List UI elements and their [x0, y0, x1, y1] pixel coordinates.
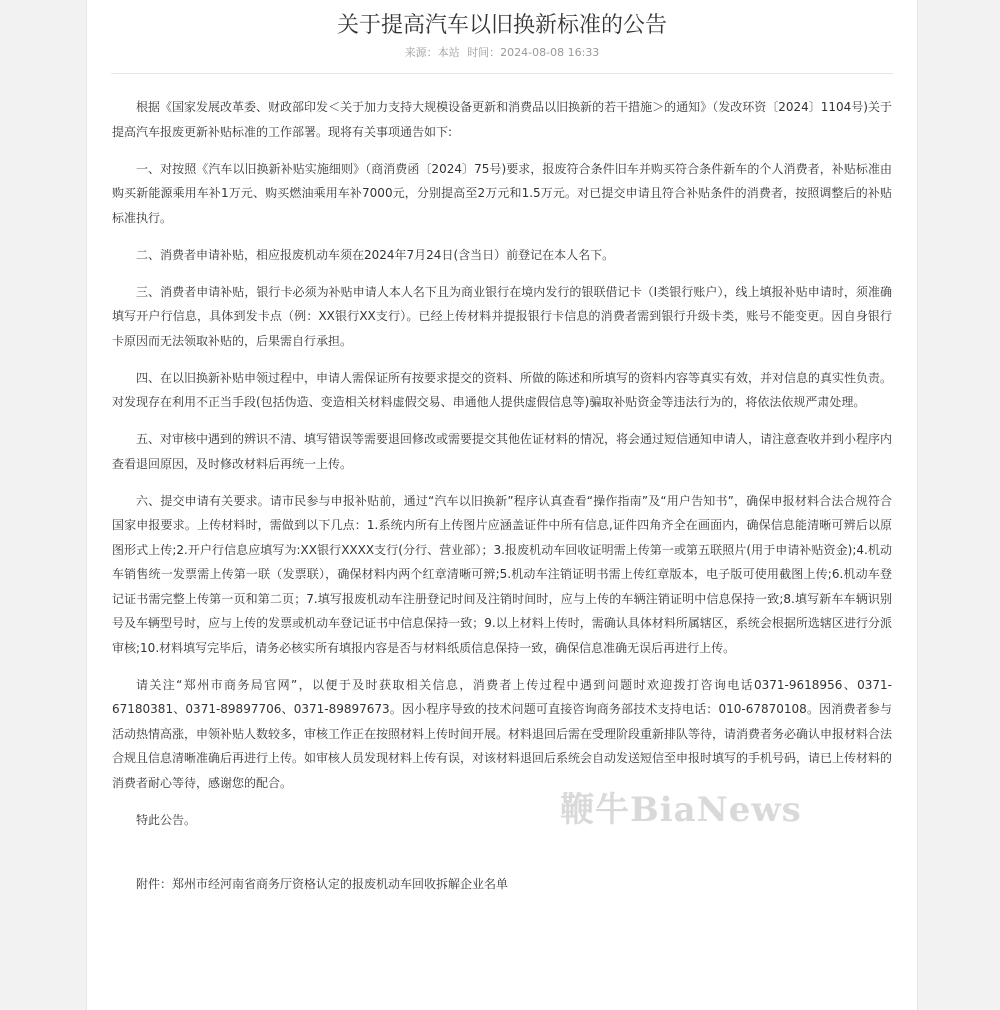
title-divider	[111, 73, 893, 74]
attachment-line: 附件：郑州市经河南省商务厅资格认定的报废机动车回收拆解企业名单	[136, 877, 509, 891]
paragraph-item-5: 五、对审核中遇到的辨识不清、填写错误等需要退回修改或需要提交其他佐证材料的情况，将会通过短信通知申请人，请注意查收并到小程序内查看退回原因，及时修改材料后再统一上传。	[112, 432, 893, 471]
paragraph-item-1: 一、对按照《汽车以旧换新补贴实施细则》（商消费函〔2024〕75号)要求，报废符合条件旧车并购买符合条件新车的个人消费者，补贴标准由购买新能源乘用车补1万元、购买燃油乘用车补7000元，分别提高至2万元和1.5万元。对已提交申请且符合补贴条件的消费者，按照调整后的补贴标准执行。	[112, 161, 892, 225]
paragraph-closing: 特此公告。	[136, 812, 197, 827]
article-body	[112, 95, 892, 909]
article-page	[86, 0, 918, 1010]
source-label: 来源：本站	[404, 46, 460, 59]
page-title: 关于提高汽车以旧换新标准的公告	[336, 13, 667, 38]
paragraph-intro: 根据《国家发展改革委、财政部印发＜关于加力支持大规模设备更新和消费品以旧换新的若干措施＞的通知》（发改环资〔2024〕1104号)关于提高汽车报废更新补贴标准的工作部署。现将有关事项通告如下:	[112, 100, 892, 139]
article-meta	[87, 44, 917, 62]
paragraph-contact: 请关注“郑州市商务局官网”，以便于及时获取相关信息，消费者上传过程中遇到问题时欢迎拨打咨询电话0371-9618956、0371-67180381、0371-89897706、0371-89897673。因小程序导致的技术问题可直接咨询商务部技术支持电话：010-67870108。因消费者参与活动热情高涨，申领补贴人数较多，审核工作正在按照材料上传时间开展。材料退回后需在受理阶段重新排队等待，请消费者务必确认申报材料合法合规且信息清晰准确后再进行上传。如审核人员发现材料上传有误，对该材料退回后系统会自动发送短信至申报时填写的手机号码，请已上传材料的消费者耐心等待，感谢您的配合。	[112, 677, 893, 790]
paragraph-item-6: 六、提交申请有关要求。请市民参与申报补贴前，通过“汽车以旧换新”程序认真查看“操作指南”及“用户告知书”，确保申报材料合法合规符合国家申报要求。上传材料时，需做到以下几点：1.系统内所有上传图片应涵盖证件中所有信息,证件四角齐全在画面内，确保信息能清晰可辨后以原图形式上传;2.开户行信息应填写为:XX银行XXXX支行(分行、营业部）；3.报废机动车回收证明需上传第一或第五联照片(用于申请补贴资金);4.机动车销售统一发票需上传第一联（发票联），确保材料内两个红章清晰可辨;5.机动车注销证明书需上传红章版本，电子版可使用截图上传;6.机动车登记证书需完整上传第一页和第二页；7.填写报废机动车注册登记时间及注销时间时，应与上传的车辆注销证明中信息保持一致;8.填写新车车辆识别号及车辆型号时，应与上传的发票或机动车登记证书中信息保持一致；9.以上材料上传时，需确认具体材料所属辖区，系统会根据所选辖区进行分派审核;10.材料填写完毕后，请务必核实所有填报内容是否与材料纸质信息保持一致，确保信息准确无误后再进行上传。	[112, 493, 892, 655]
paragraph-item-3: 三、消费者申请补贴，银行卡必须为补贴申请人本人名下且为商业银行在境内发行的银联借记卡（I类银行账户），线上填报补贴申请时，须准确填写开户行信息，具体到发卡点（例：XX银行XX支行）。已经上传材料并提报银行卡信息的消费者需到银行升级卡类，账号不能变更。因自身银行卡原因而无法领取补贴的，后果需自行承担。	[112, 284, 892, 348]
watermark-logo: 鞭牛BiaNews	[560, 790, 802, 830]
time-label: 时间：2024-08-08 16:33	[467, 46, 600, 59]
paragraph-item-4: 四、在以旧换新补贴申领过程中，申请人需保证所有按要求提交的资料、所做的陈述和所填写的资料内容等真实有效，并对信息的真实性负责。对发现存在利用不正当手段(包括伪造、变造相关材料虚假交易、串通他人提供虚假信息等)骗取补贴资金等违法行为的，将依法依规严肃处理。	[112, 370, 893, 409]
paragraph-item-2: 二、消费者申请补贴，相应报废机动车须在2024年7月24日(含当日）前登记在本人名下。	[136, 247, 615, 262]
